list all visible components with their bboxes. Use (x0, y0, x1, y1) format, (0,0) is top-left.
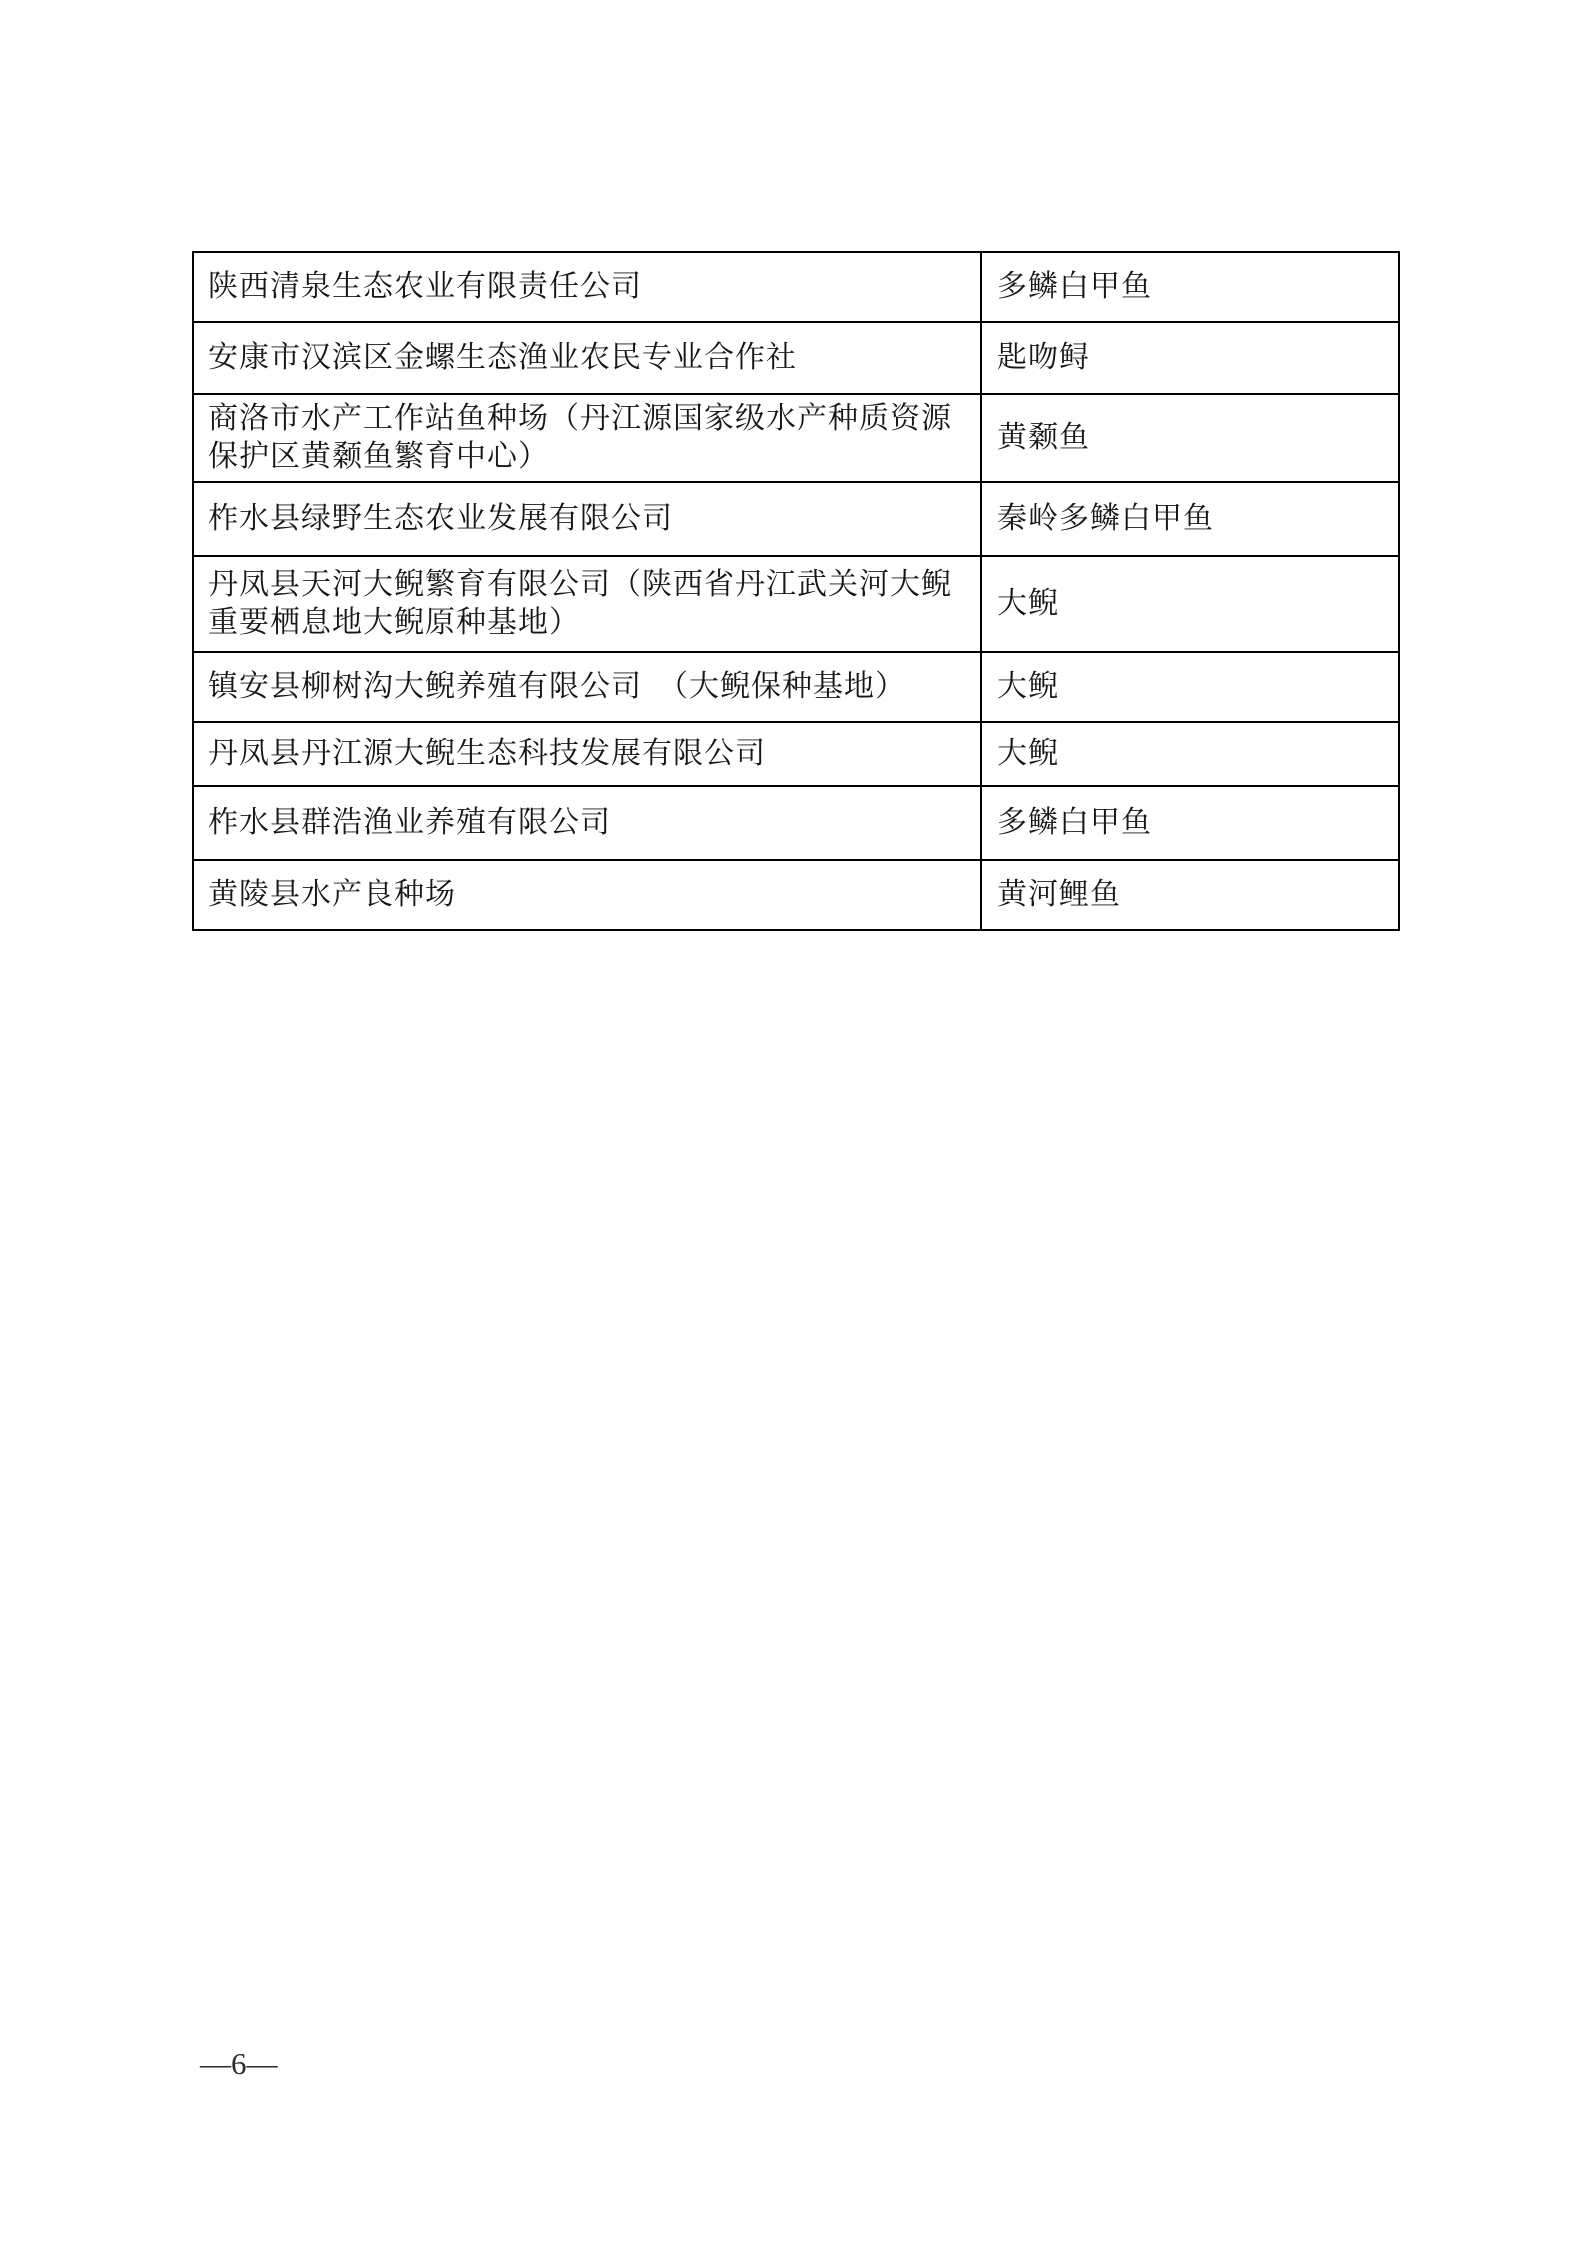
organization-cell: 镇安县柳树沟大鲵养殖有限公司 （大鲵保种基地） (193, 652, 981, 722)
breeding-farms-table (192, 251, 1400, 931)
species-cell: 多鳞白甲鱼 (981, 786, 1399, 860)
species-cell: 大鲵 (981, 652, 1399, 722)
table-row (193, 786, 1399, 860)
organization-cell: 商洛市水产工作站鱼种场（丹江源国家级水产种质资源保护区黄颡鱼繁育中心） (193, 394, 981, 482)
species-cell: 黄河鲤鱼 (981, 860, 1399, 930)
organization-cell: 丹凤县天河大鲵繁育有限公司（陕西省丹江武关河大鲵重要栖息地大鲵原种基地） (193, 556, 981, 652)
species-cell: 多鳞白甲鱼 (981, 252, 1399, 322)
organization-cell: 柞水县群浩渔业养殖有限公司 (193, 786, 981, 860)
species-cell: 匙吻鲟 (981, 322, 1399, 394)
organization-cell: 黄陵县水产良种场 (193, 860, 981, 930)
species-cell: 黄颡鱼 (981, 394, 1399, 482)
breeding-farms-table-body (193, 252, 1399, 930)
table-row (193, 252, 1399, 322)
table-row (193, 556, 1399, 652)
table-row (193, 322, 1399, 394)
organization-cell: 安康市汉滨区金螺生态渔业农民专业合作社 (193, 322, 981, 394)
species-cell: 秦岭多鳞白甲鱼 (981, 482, 1399, 556)
table-row (193, 394, 1399, 482)
organization-cell: 丹凤县丹江源大鲵生态科技发展有限公司 (193, 722, 981, 786)
table-row (193, 722, 1399, 786)
page-number: —6— (200, 2046, 278, 2081)
table-row (193, 482, 1399, 556)
table-row (193, 652, 1399, 722)
table-row (193, 860, 1399, 930)
species-cell: 大鲵 (981, 722, 1399, 786)
species-cell: 大鲵 (981, 556, 1399, 652)
organization-cell: 陕西清泉生态农业有限责任公司 (193, 252, 981, 322)
organization-cell: 柞水县绿野生态农业发展有限公司 (193, 482, 981, 556)
